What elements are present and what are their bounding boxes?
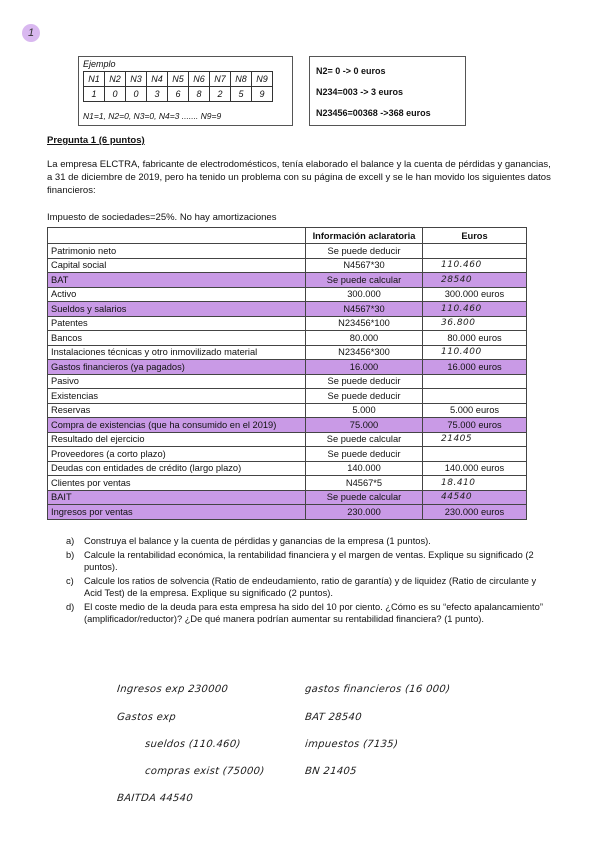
sub-question-text: El coste medio de la deuda para esta empresa ha sido del 10 por ciento. ¿Cómo es su “efecto apalancamiento” (amplificador/reductor)? ¿De qué manera podrían aumentar su rentabilidad financiera? (1 punto). [84, 601, 543, 624]
table-header [48, 228, 306, 244]
row-info: 5.000 [306, 403, 423, 418]
table-row [48, 273, 527, 288]
row-euros: 140.000 euros [423, 461, 527, 476]
row-euros: 80.000 euros [423, 331, 527, 346]
row-euros: 18.410 [423, 476, 527, 491]
row-concept: Ingresos por ventas [48, 505, 306, 520]
row-concept: Patentes [48, 316, 306, 331]
row-info: 80.000 [306, 331, 423, 346]
example-box [78, 56, 293, 126]
sub-question-label: a) [66, 536, 75, 546]
row-euros: 21405 [423, 432, 527, 447]
row-info: N4567*30 [306, 302, 423, 317]
row-euros: 16.000 euros [423, 360, 527, 375]
row-concept: BAIT [48, 490, 306, 505]
sub-question-text: Calcule los ratios de solvencia (Ratio de endeudamiento, ratio de garantía) y de liquidez (Ratio de circulante y Acid Test) de la empresa. Explique su significado (2 puntos). [84, 575, 537, 598]
row-euros: 110.400 [423, 345, 527, 360]
table-row [48, 418, 527, 433]
row-concept: Activo [48, 287, 306, 302]
table-row [48, 490, 527, 505]
row-euros [423, 374, 527, 389]
row-info: 140.000 [306, 461, 423, 476]
row-euros: 110.460 [423, 302, 527, 317]
rule-line: N234=003 -> 3 euros [316, 87, 404, 97]
intro-paragraph: La empresa ELCTRA, fabricante de electrodomésticos, tenía elaborado el balance y la cuenta de pérdidas y ganancias, a 31 de diciembre de 2019, pero ha tenido un problema con su página de excell y se le han movido los siguientes datos financieros: [47, 159, 551, 196]
table-row [48, 316, 527, 331]
example-header: N3 [126, 72, 147, 87]
table-header: Euros [423, 228, 527, 244]
question-heading: Pregunta 1 (6 puntos) [47, 135, 145, 146]
row-euros: 44540 [423, 490, 527, 505]
table-row [48, 389, 527, 404]
note-impuestos: impuestos (7135) [304, 739, 399, 750]
row-concept: Existencias [48, 389, 306, 404]
row-euros: 36.800 [423, 316, 527, 331]
row-concept: Resultado del ejercicio [48, 432, 306, 447]
example-header: N9 [252, 72, 273, 87]
table-row [48, 447, 527, 462]
row-euros: 5.000 euros [423, 403, 527, 418]
row-info: Se puede calcular [306, 490, 423, 505]
note-ingresos: Ingresos exp 230000 [116, 684, 229, 695]
table-row [48, 287, 527, 302]
example-header: N6 [189, 72, 210, 87]
sub-question-label: b) [66, 549, 75, 560]
example-value: 9 [252, 87, 273, 102]
example-value: 5 [231, 87, 252, 102]
table-row [48, 374, 527, 389]
row-concept: Compra de existencias (que ha consumido en el 2019) [48, 418, 306, 433]
example-header: N8 [231, 72, 252, 87]
sub-question [66, 575, 552, 600]
table-header: Información aclaratoria [306, 228, 423, 244]
note-gastos: Gastos exp [116, 712, 177, 723]
example-value: 0 [126, 87, 147, 102]
row-euros: 230.000 euros [423, 505, 527, 520]
example-title: Ejemplo [83, 59, 116, 69]
row-euros [423, 389, 527, 404]
example-header: N7 [210, 72, 231, 87]
sub-question-text: Construya el balance y la cuenta de pérdidas y ganancias de la empresa (1 puntos). [84, 536, 431, 546]
row-info: 75.000 [306, 418, 423, 433]
example-header: N5 [168, 72, 189, 87]
sub-question-label: c) [66, 575, 74, 586]
sub-question [66, 549, 552, 574]
example-value: 1 [84, 87, 105, 102]
row-info: Se puede deducir [306, 244, 423, 259]
row-info: 300.000 [306, 287, 423, 302]
table-row [48, 476, 527, 491]
note-gastos-financieros: gastos financieros (16 000) [304, 684, 451, 695]
table-row [48, 403, 527, 418]
tax-note: Impuesto de sociedades=25%. No hay amortizaciones [47, 212, 277, 223]
note-compras: compras exist (75000) [144, 766, 265, 777]
row-info: N4567*30 [306, 258, 423, 273]
sub-question-text: Calcule la rentabilidad económica, la rentabilidad financiera y el margen de ventas. Explique su significado (2 puntos). [84, 549, 534, 572]
table-header-row [48, 228, 527, 244]
financial-data-table [47, 227, 527, 520]
row-concept: Patrimonio neto [48, 244, 306, 259]
row-info: 16.000 [306, 360, 423, 375]
example-header: N1 [84, 72, 105, 87]
table-row [48, 244, 527, 259]
row-concept: BAT [48, 273, 306, 288]
row-euros: 75.000 euros [423, 418, 527, 433]
row-euros: 300.000 euros [423, 287, 527, 302]
table-row [48, 432, 527, 447]
rule-line: N2= 0 -> 0 euros [316, 66, 386, 76]
row-concept: Pasivo [48, 374, 306, 389]
row-euros [423, 447, 527, 462]
example-header: N2 [105, 72, 126, 87]
table-row [48, 505, 527, 520]
table-row [48, 258, 527, 273]
note-bat: BAT 28540 [304, 712, 363, 723]
row-concept: Proveedores (a corto plazo) [48, 447, 306, 462]
note-baitda: BAITDA 44540 [116, 793, 194, 804]
row-concept: Capital social [48, 258, 306, 273]
example-grid [83, 71, 273, 102]
example-value: 2 [210, 87, 231, 102]
table-row [48, 345, 527, 360]
example-value: 8 [189, 87, 210, 102]
row-info: Se puede calcular [306, 273, 423, 288]
handwritten-notes [0, 660, 600, 848]
row-concept: Instalaciones técnicas y otro inmovilizado material [48, 345, 306, 360]
example-value: 0 [105, 87, 126, 102]
row-concept: Bancos [48, 331, 306, 346]
note-sueldos: sueldos (110.460) [144, 739, 242, 750]
row-info: N23456*100 [306, 316, 423, 331]
row-concept: Gastos financieros (ya pagados) [48, 360, 306, 375]
sub-question-label: d) [66, 601, 75, 612]
sub-question [66, 535, 552, 548]
row-info: Se puede deducir [306, 389, 423, 404]
table-row [48, 331, 527, 346]
page-number-badge: 1 [22, 24, 40, 42]
rules-box [309, 56, 466, 126]
row-info: Se puede calcular [306, 432, 423, 447]
table-row [48, 461, 527, 476]
row-euros [423, 244, 527, 259]
row-euros: 110.460 [423, 258, 527, 273]
sub-questions [66, 535, 552, 627]
table-row [48, 302, 527, 317]
example-value: 6 [168, 87, 189, 102]
row-info: N4567*5 [306, 476, 423, 491]
note-bn: BN 21405 [304, 766, 358, 777]
example-footnote: N1=1, N2=0, N3=0, N4=3 ....... N9=9 [83, 111, 222, 121]
row-concept: Clientes por ventas [48, 476, 306, 491]
rule-line: N23456=00368 ->368 euros [316, 108, 431, 118]
row-concept: Sueldos y salarios [48, 302, 306, 317]
row-concept: Reservas [48, 403, 306, 418]
sub-question [66, 601, 552, 626]
table-row [48, 360, 527, 375]
example-header: N4 [147, 72, 168, 87]
row-info: N23456*300 [306, 345, 423, 360]
row-euros: 28540 [423, 273, 527, 288]
row-info: Se puede deducir [306, 374, 423, 389]
row-concept: Deudas con entidades de crédito (largo plazo) [48, 461, 306, 476]
row-info: Se puede deducir [306, 447, 423, 462]
row-info: 230.000 [306, 505, 423, 520]
example-value: 3 [147, 87, 168, 102]
